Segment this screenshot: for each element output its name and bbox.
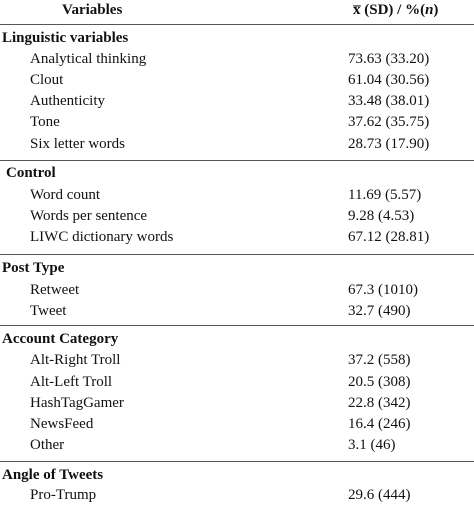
section-title: Account Category [2, 331, 119, 347]
table-row [0, 91, 474, 112]
section-title: Angle of Tweets [2, 467, 104, 483]
row-label: Pro-Trump [30, 487, 97, 503]
table-row [0, 372, 474, 393]
row-label: Authenticity [30, 93, 105, 109]
header-rule [0, 24, 474, 25]
section-title: Control [6, 165, 56, 181]
row-value: 37.62 (35.75) [348, 114, 430, 130]
row-label: LIWC dictionary words [30, 229, 174, 245]
table-header [0, 0, 474, 21]
row-label: Alt-Right Troll [30, 352, 121, 368]
row-label: Tone [30, 114, 60, 130]
row-value: 32.7 (490) [348, 303, 411, 319]
table-row [0, 206, 474, 227]
row-label: Analytical thinking [30, 51, 147, 67]
row-label: Other [30, 437, 65, 453]
row-value: 9.28 (4.53) [348, 208, 415, 224]
table-row [0, 485, 474, 506]
row-value: 67.3 (1010) [348, 282, 418, 298]
section-rule [0, 254, 474, 255]
row-label: Word count [30, 187, 101, 203]
table-row [0, 227, 474, 248]
table-row [0, 414, 474, 435]
row-label: HashTagGamer [30, 395, 124, 411]
row-value: 61.04 (30.56) [348, 72, 430, 88]
row-value: 22.8 (342) [348, 395, 411, 411]
row-label: Clout [30, 72, 64, 88]
row-label: Six letter words [30, 136, 125, 152]
row-value: 73.63 (33.20) [348, 51, 430, 67]
section-rule [0, 325, 474, 326]
table-row [0, 185, 474, 206]
section-rule [0, 160, 474, 161]
row-label: NewsFeed [30, 416, 94, 432]
row-value: 28.73 (17.90) [348, 136, 430, 152]
row-label: Tweet [30, 303, 67, 319]
section-title: Linguistic variables [2, 30, 129, 46]
row-value: 11.69 (5.57) [348, 187, 422, 203]
header-stat: x̅ (SD) / %(n) [353, 2, 439, 18]
row-value: 37.2 (558) [348, 352, 411, 368]
table-row [0, 393, 474, 414]
table-row [0, 350, 474, 371]
section-title: Post Type [2, 260, 65, 276]
table-row [0, 301, 474, 322]
row-value: 29.6 (444) [348, 487, 411, 503]
table-row [0, 280, 474, 301]
table-row [0, 70, 474, 91]
row-value: 16.4 (246) [348, 416, 411, 432]
table-row [0, 134, 474, 155]
header-variables: Variables [62, 2, 123, 18]
table-row [0, 435, 474, 456]
row-label: Retweet [30, 282, 80, 298]
table-row [0, 112, 474, 133]
row-value: 20.5 (308) [348, 374, 411, 390]
row-label: Alt-Left Troll [30, 374, 113, 390]
row-value: 3.1 (46) [348, 437, 396, 453]
section-rule [0, 461, 474, 462]
row-value: 67.12 (28.81) [348, 229, 430, 245]
row-value: 33.48 (38.01) [348, 93, 430, 109]
row-label: Words per sentence [30, 208, 148, 224]
table-row [0, 49, 474, 70]
